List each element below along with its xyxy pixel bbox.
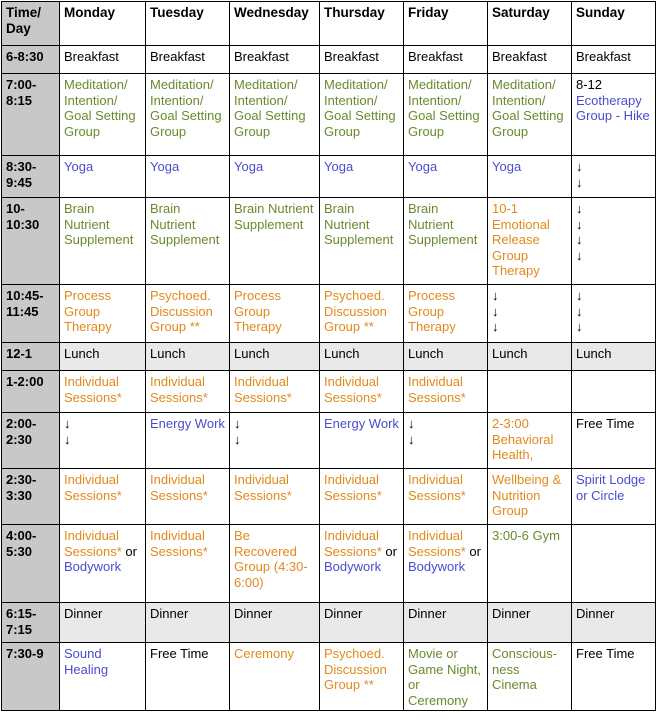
activity-cell-sunday [572,643,656,711]
activity-cell-tuesday [146,198,230,285]
schedule-row [2,603,656,643]
activity-cell-thursday [320,285,404,343]
activity-cell-monday [60,603,146,643]
activity-text: Breakfast [64,49,119,64]
activity-cell-saturday [488,603,572,643]
activity-cell-tuesday [146,285,230,343]
activity-text: Ecotherapy Group - Hike [576,92,650,123]
schedule-row [2,198,656,285]
activity-text: Meditation/ Intention/ Goal Setting Group [408,77,480,139]
activity-text: Individual Sessions* [234,472,292,503]
activity-time-prefix: 8-12 [576,77,603,92]
activity-text: Lunch [234,346,270,361]
activity-text: Individual Sessions* [64,374,122,405]
activity-text: Dinner [492,606,531,621]
schedule-row [2,525,656,603]
activity-cell-monday [60,371,146,413]
continuation-arrow-icon: ↓ [576,159,583,174]
schedule-row [2,469,656,525]
activity-text: Yoga [64,159,94,174]
activity-text: Lunch [150,346,186,361]
activity-cell-sunday [572,285,656,343]
time-slot-cell: 4:00- 5:30 [2,525,60,603]
activity-cell-wednesday [230,46,320,74]
activity-cell-sunday [572,74,656,156]
day-header-saturday: Saturday [488,2,572,46]
activity-text: 3:00-6 Gym [492,528,560,543]
activity-text: Conscious-ness Cinema [492,646,558,692]
activity-text: Free Time [150,646,209,661]
day-header-sunday: Sunday [572,2,656,46]
activity-cell-tuesday [146,74,230,156]
activity-text: Yoga [492,159,522,174]
time-slot-cell: 7:30-9 [2,643,60,711]
activity-cell-saturday [488,371,572,413]
activity-cell-friday [404,603,488,643]
day-header-wednesday: Wednesday [230,2,320,46]
activity-cell-thursday [320,643,404,711]
continuation-arrow-icon: ↓ [576,216,583,232]
activity-text: Breakfast [324,49,379,64]
activity-cell-thursday [320,74,404,156]
activity-text: Individual Sessions* [64,472,122,503]
activity-cell-saturday [488,643,572,711]
activity-cell-friday [404,525,488,603]
time-slot-cell: 6:15- 7:15 [2,603,60,643]
activity-cell-monday [60,198,146,285]
activity-text: Yoga [324,159,354,174]
time-slot-cell: 2:00- 2:30 [2,413,60,469]
activity-cell-wednesday [230,603,320,643]
continuation-arrow-icon: ↓ [492,303,499,319]
activity-text: Individual Sessions* [150,528,208,559]
activity-text: Breakfast [576,49,631,64]
activity-text: Lunch [492,346,528,361]
activity-text: 2-3:00 Behavioral Health, [492,416,554,462]
activity-cell-tuesday [146,413,230,469]
activity-text: Dinner [64,606,103,621]
activity-cell-tuesday [146,343,230,371]
activity-cell-monday [60,469,146,525]
activity-cell-thursday [320,371,404,413]
activity-cell-sunday [572,603,656,643]
activity-text: Free Time [576,646,635,661]
activity-cell-wednesday [230,156,320,198]
continuation-arrow-icon: ↓ [576,174,583,190]
activity-cell-thursday [320,46,404,74]
activity-text: Individual Sessions* [324,528,382,559]
activity-cell-wednesday [230,198,320,285]
activity-text: Yoga [150,159,180,174]
activity-text: Psychoed. Discussion Group ** [324,288,387,334]
activity-text: Individual Sessions* [150,374,208,405]
activity-text: Process Group Therapy [408,288,456,334]
activity-cell-friday [404,413,488,469]
activity-text: Energy Work [150,416,225,431]
activity-cell-thursday [320,156,404,198]
activity-cell-wednesday [230,525,320,603]
activity-cell-wednesday [230,643,320,711]
activity-text: Psychoed. Discussion Group ** [324,646,387,692]
activity-cell-tuesday [146,643,230,711]
activity-cell-thursday [320,343,404,371]
continuation-arrow-icon: ↓ [492,288,499,303]
activity-text: Process Group Therapy [64,288,112,334]
continuation-arrow-icon: ↓ [576,303,583,319]
activity-cell-wednesday [230,343,320,371]
schedule-row [2,371,656,413]
activity-text: 10-1 Emotional Release Group Therapy [492,201,550,278]
activity-cell-monday [60,285,146,343]
continuation-arrow-icon: ↓ [492,319,499,334]
activity-cell-friday [404,74,488,156]
activity-cell-friday [404,198,488,285]
day-header-tuesday: Tuesday [146,2,230,46]
activity-text: Meditation/ Intention/ Goal Setting Group [150,77,222,139]
activity-text: Individual Sessions* [408,374,466,405]
activity-text: Psychoed. Discussion Group ** [150,288,213,334]
activity-cell-saturday [488,525,572,603]
day-header-thursday: Thursday [320,2,404,46]
activity-cell-tuesday [146,46,230,74]
continuation-arrow-icon: ↓ [576,288,583,303]
activity-text: Breakfast [408,49,463,64]
activity-cell-friday [404,371,488,413]
activity-text: Individual Sessions* [408,528,466,559]
activity-cell-wednesday [230,74,320,156]
activity-cell-sunday [572,343,656,371]
activity-text: Free Time [576,416,635,431]
activity-cell-monday [60,156,146,198]
activity-cell-tuesday [146,469,230,525]
activity-cell-sunday [572,156,656,198]
activity-cell-saturday [488,46,572,74]
activity-cell-thursday [320,603,404,643]
time-slot-cell: 10:45- 11:45 [2,285,60,343]
activity-text: Meditation/ Intention/ Goal Setting Group [492,77,564,139]
activity-text: Lunch [324,346,360,361]
activity-text: Bodywork [324,559,382,574]
activity-cell-monday [60,525,146,603]
activity-cell-tuesday [146,525,230,603]
activity-cell-monday [60,74,146,156]
activity-cell-saturday [488,343,572,371]
activity-cell-sunday [572,198,656,285]
activity-cell-saturday [488,469,572,525]
activity-text: Spirit Lodge or Circle [576,472,646,503]
activity-text: Individual Sessions* [234,374,292,405]
activity-text: Dinner [234,606,273,621]
activity-text: Brain Nutrient Supplement [234,201,314,232]
schedule-body [2,46,656,711]
activity-cell-thursday [320,525,404,603]
time-slot-cell: 10- 10:30 [2,198,60,285]
activity-cell-tuesday [146,371,230,413]
activity-text: Brain Nutrient Supplement [64,201,134,247]
activity-text: Bodywork [408,559,466,574]
connector-text: or [121,543,137,559]
schedule-row [2,74,656,156]
activity-cell-sunday [572,371,656,413]
activity-cell-friday [404,156,488,198]
activity-cell-sunday [572,46,656,74]
schedule-row [2,413,656,469]
time-slot-cell: 2:30- 3:30 [2,469,60,525]
activity-cell-wednesday [230,413,320,469]
activity-text: Process Group Therapy [234,288,282,334]
activity-cell-thursday [320,413,404,469]
activity-text: Meditation/ Intention/ Goal Setting Group [324,77,396,139]
activity-text: Bodywork [64,559,122,574]
schedule-row [2,343,656,371]
activity-text: Breakfast [234,49,289,64]
activity-cell-tuesday [146,603,230,643]
activity-cell-sunday [572,413,656,469]
activity-cell-wednesday [230,371,320,413]
activity-text: Breakfast [150,49,205,64]
activity-cell-friday [404,469,488,525]
activity-cell-saturday [488,156,572,198]
activity-text: Individual Sessions* [150,472,208,503]
activity-cell-friday [404,46,488,74]
day-header-monday: Monday [60,2,146,46]
schedule-row [2,46,656,74]
activity-cell-monday [60,343,146,371]
activity-text: Yoga [408,159,438,174]
activity-cell-saturday [488,198,572,285]
time-slot-cell: 1-2:00 [2,371,60,413]
continuation-arrow-icon: ↓ [64,416,71,431]
continuation-arrow-icon: ↓ [576,319,583,334]
activity-text: Lunch [576,346,612,361]
activity-text: Breakfast [492,49,547,64]
activity-text: Dinner [324,606,363,621]
activity-cell-wednesday [230,285,320,343]
activity-text: Dinner [150,606,189,621]
activity-cell-friday [404,343,488,371]
activity-text: Energy Work [324,416,399,431]
activity-cell-saturday [488,413,572,469]
activity-cell-sunday [572,525,656,603]
activity-text: Meditation/ Intention/ Goal Setting Group [234,77,306,139]
schedule-row [2,156,656,198]
time-slot-cell: 12-1 [2,343,60,371]
day-header-friday: Friday [404,2,488,46]
activity-cell-thursday [320,469,404,525]
time-day-header: Time/ Day [2,2,60,46]
activity-text: Brain Nutrient Supplement [150,201,220,247]
activity-cell-saturday [488,285,572,343]
activity-text: Lunch [408,346,444,361]
activity-text: Brain Nutrient Supplement [408,201,478,247]
activity-text: Movie or Game Night, or Ceremony [408,646,481,708]
weekly-schedule-table [1,1,656,711]
continuation-arrow-icon: ↓ [408,431,415,447]
continuation-arrow-icon: ↓ [576,201,583,216]
activity-cell-saturday [488,74,572,156]
activity-cell-friday [404,285,488,343]
header-row [2,2,656,46]
activity-cell-monday [60,643,146,711]
activity-text: Individual Sessions* [408,472,466,503]
activity-text: Lunch [64,346,100,361]
continuation-arrow-icon: ↓ [64,431,71,447]
activity-cell-thursday [320,198,404,285]
connector-text: or [465,543,481,559]
activity-text: Individual Sessions* [324,472,382,503]
activity-text: Ceremony [234,646,294,661]
activity-cell-monday [60,413,146,469]
activity-text: Wellbeing & Nutrition Group [492,472,562,518]
activity-text: Individual Sessions* [64,528,122,559]
activity-text: Sound Healing [64,646,109,677]
activity-text: Meditation/ Intention/ Goal Setting Group [64,77,136,139]
schedule-row [2,643,656,711]
activity-text: Yoga [234,159,264,174]
activity-cell-friday [404,643,488,711]
time-slot-cell: 7:00- 8:15 [2,74,60,156]
continuation-arrow-icon: ↓ [576,232,583,247]
activity-cell-tuesday [146,156,230,198]
activity-cell-wednesday [230,469,320,525]
activity-text: Brain Nutrient Supplement [324,201,394,247]
continuation-arrow-icon: ↓ [408,416,415,431]
time-slot-cell: 6-8:30 [2,46,60,74]
schedule-row [2,285,656,343]
activity-cell-sunday [572,469,656,525]
continuation-arrow-icon: ↓ [576,247,583,263]
continuation-arrow-icon: ↓ [234,431,241,447]
activity-text: Dinner [576,606,615,621]
activity-text: Dinner [408,606,447,621]
activity-text: Be Recovered Group (4:30-6:00) [234,528,308,590]
continuation-arrow-icon: ↓ [234,416,241,431]
connector-text: or [381,543,397,559]
activity-text: Individual Sessions* [324,374,382,405]
activity-cell-monday [60,46,146,74]
time-slot-cell: 8:30- 9:45 [2,156,60,198]
